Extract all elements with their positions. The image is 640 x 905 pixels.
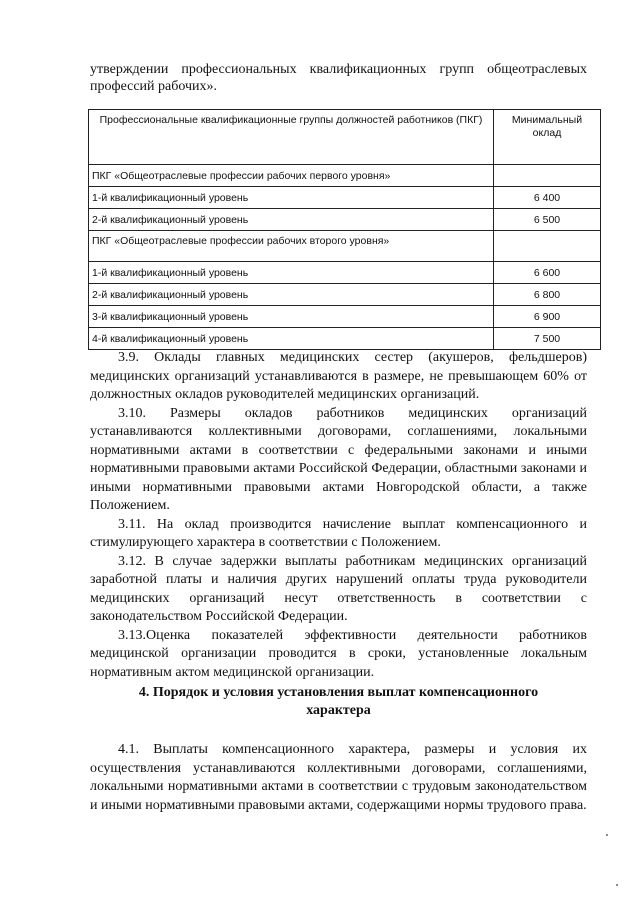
paragraph-3-12: 3.12. В случае задержки выплаты работникам медицинских организаций заработной платы и наличия других нарушений оплаты труда руководители медицинских организаций несут ответственность в соответствии с законодательством Российской Федерации. [90,553,587,624]
section-heading-line-1: 4. Порядок и условия установления выплат компенсационного [138,685,539,700]
table-cell-label: 4-й квалификационный уровень [89,328,494,350]
table-header-groups: Профессиональные квалификационные группы должностей работников (ПКГ) [89,110,494,165]
table-cell-value: 6 800 [494,284,601,306]
table-row [89,306,601,328]
table-row [89,187,601,209]
table-cell-value: 6 400 [494,187,601,209]
table-row [89,262,601,284]
paragraph-3-9: 3.9. Оклады главных медицинских сестер (акушеров, фельдшеров) медицинских организаций устанавливаются в размере, не превышающем 60% от должностных окладов руководителей медицинских организаций. [90,350,587,402]
table-header-row [89,110,601,165]
table-cell-value: 6 500 [494,209,601,231]
intro-line-2: профессий рабочих». [90,79,218,94]
table-cell-label: 2-й квалификационный уровень [89,284,494,306]
table-cell-label: ПКГ «Общеотраслевые профессии рабочих второго уровня» [89,231,494,262]
paragraph-4-1: 4.1. Выплаты компенсационного характера, размеры и условия их осуществления устанавливаются коллективными договорами, соглашениями, локальными нормативными актами в соответствии с трудовым законодательством и иными нормативными правовыми актами, содержащими нормы трудового права. [90,742,587,813]
table-cell-label: 3-й квалификационный уровень [89,306,494,328]
table-cell-value: 7 500 [494,328,601,350]
table-cell-value [494,231,601,262]
table-row [89,209,601,231]
section-heading-line-2: характера [306,703,371,718]
table-row [89,284,601,306]
table-cell-value [494,165,601,187]
table-row [89,231,601,262]
table-cell-value: 6 600 [494,262,601,284]
section-4-body [90,741,587,815]
table-cell-label: 1-й квалификационный уровень [89,187,494,209]
scan-speck [606,834,608,836]
paragraph-3-11: 3.11. На оклад производится начисление выплат компенсационного и стимулирующего характера в соответствии с Положением. [90,516,587,550]
table-row [89,165,601,187]
intro-text [90,61,587,95]
scan-speck [616,884,618,886]
intro-line-1: утверждении профессиональных квалификационных групп общеотраслевых [90,62,587,77]
salary-table [88,109,601,350]
paragraph-3-13: 3.13.Оценка показателей эффективности деятельности работников медицинской организации проводится в сроки, установленные локальным нормативным актом медицинской организации. [90,627,587,680]
table-cell-value: 6 900 [494,306,601,328]
section-4-heading [90,684,587,720]
table-cell-label: 2-й квалификационный уровень [89,209,494,231]
table-cell-label: ПКГ «Общеотраслевые профессии рабочих первого уровня» [89,165,494,187]
paragraph-3-10: 3.10. Размеры окладов работников медицинских организаций устанавливаются коллективными договорами, соглашениями, локальными нормативными актами в соответствии с федеральными законами и иными нормативными правовыми актами Российской Федерации, областными законами и иными нормативными правовыми актами Новгородской области, а также Положением. [90,405,587,513]
table-row [89,328,601,350]
section-3-body [90,349,587,682]
table-header-salary: Минимальный оклад [494,110,601,165]
table-cell-label: 1-й квалификационный уровень [89,262,494,284]
